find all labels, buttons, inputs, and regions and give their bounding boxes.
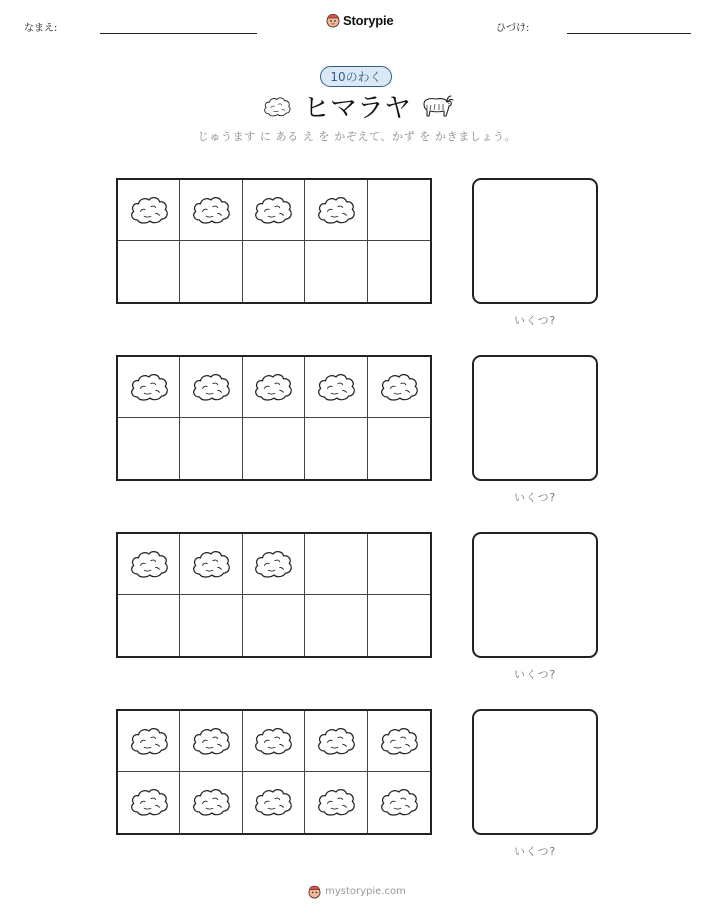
answer-box-1[interactable] xyxy=(472,178,598,304)
frame-cell xyxy=(180,534,242,595)
frame-cell xyxy=(305,418,367,479)
cloud-icon xyxy=(315,786,357,819)
answer-box-3[interactable] xyxy=(472,532,598,658)
ten-frame-3 xyxy=(116,532,432,658)
ten-frame-4 xyxy=(116,709,432,835)
instruction-text: じゅうます に ある え を かぞえて、かず を かきましょう。 xyxy=(197,130,517,143)
frame-cell xyxy=(180,595,242,656)
frame-cell xyxy=(368,241,430,302)
frame-cell xyxy=(243,711,305,772)
cloud-icon xyxy=(378,786,420,819)
cloud-icon xyxy=(128,194,170,227)
frame-cell xyxy=(305,595,367,656)
frame-cell xyxy=(118,357,180,418)
ten-frame-2 xyxy=(116,355,432,481)
frame-cell xyxy=(305,534,367,595)
cloud-icon xyxy=(128,548,170,581)
cloud-icon xyxy=(378,371,420,404)
cloud-icon xyxy=(315,725,357,758)
frame-cell xyxy=(118,595,180,656)
frame-cell xyxy=(243,772,305,833)
frame-cell xyxy=(368,418,430,479)
cloud-icon xyxy=(190,786,232,819)
cloud-icon xyxy=(252,194,294,227)
brand-logo xyxy=(326,12,393,28)
frame-cell xyxy=(243,418,305,479)
frame-cell xyxy=(180,241,242,302)
topic-badge: 10のわく xyxy=(320,66,392,87)
frame-cell xyxy=(305,711,367,772)
frame-cell xyxy=(368,534,430,595)
question-label-4: いくつ? xyxy=(513,845,557,858)
question-label-3: いくつ? xyxy=(513,668,557,681)
brand-name: Storypie xyxy=(343,12,394,28)
cloud-icon xyxy=(315,194,357,227)
cloud-icon xyxy=(378,725,420,758)
cloud-icon xyxy=(128,725,170,758)
frame-cell xyxy=(243,595,305,656)
frame-cell xyxy=(368,357,430,418)
cloud-icon xyxy=(190,548,232,581)
frame-cell xyxy=(305,357,367,418)
frame-cell xyxy=(368,595,430,656)
frame-cell xyxy=(118,241,180,302)
page-title: ヒマラヤ xyxy=(303,93,411,124)
frame-cell xyxy=(180,711,242,772)
frame-cell xyxy=(118,180,180,241)
frame-cell xyxy=(305,180,367,241)
frame-cell xyxy=(118,772,180,833)
name-line[interactable] xyxy=(100,33,257,34)
frame-cell xyxy=(118,711,180,772)
answer-box-2[interactable] xyxy=(472,355,598,481)
frame-cell xyxy=(118,418,180,479)
yak-icon xyxy=(418,90,454,124)
cloud-icon xyxy=(252,786,294,819)
frame-cell xyxy=(368,711,430,772)
cloud-icon xyxy=(252,548,294,581)
frame-cell xyxy=(243,241,305,302)
frame-cell xyxy=(118,534,180,595)
cloud-icon xyxy=(128,786,170,819)
frame-cell xyxy=(180,772,242,833)
frame-cell xyxy=(243,534,305,595)
name-label: なまえ: xyxy=(24,23,58,34)
frame-cell xyxy=(305,772,367,833)
frame-cell xyxy=(305,241,367,302)
cloud-icon xyxy=(252,725,294,758)
ten-frame-1 xyxy=(116,178,432,304)
frame-cell xyxy=(368,180,430,241)
footer xyxy=(0,884,714,899)
frame-cell xyxy=(243,357,305,418)
date-line[interactable] xyxy=(567,33,691,34)
frame-cell xyxy=(180,357,242,418)
question-label-1: いくつ? xyxy=(513,314,557,327)
answer-box-4[interactable] xyxy=(472,709,598,835)
frame-cell xyxy=(243,180,305,241)
date-label: ひづけ: xyxy=(496,23,530,34)
storypie-mascot-icon xyxy=(308,884,321,899)
frame-cell xyxy=(368,772,430,833)
frame-cell xyxy=(180,180,242,241)
cloud-icon xyxy=(190,194,232,227)
question-label-2: いくつ? xyxy=(513,491,557,504)
storypie-mascot-icon xyxy=(326,12,340,28)
cloud-icon xyxy=(315,371,357,404)
cloud-icon xyxy=(128,371,170,404)
cloud-icon xyxy=(190,371,232,404)
frame-cell xyxy=(180,418,242,479)
cloud-icon xyxy=(190,725,232,758)
cloud-icon xyxy=(252,371,294,404)
footer-url[interactable]: mystorypie.com xyxy=(325,886,406,897)
